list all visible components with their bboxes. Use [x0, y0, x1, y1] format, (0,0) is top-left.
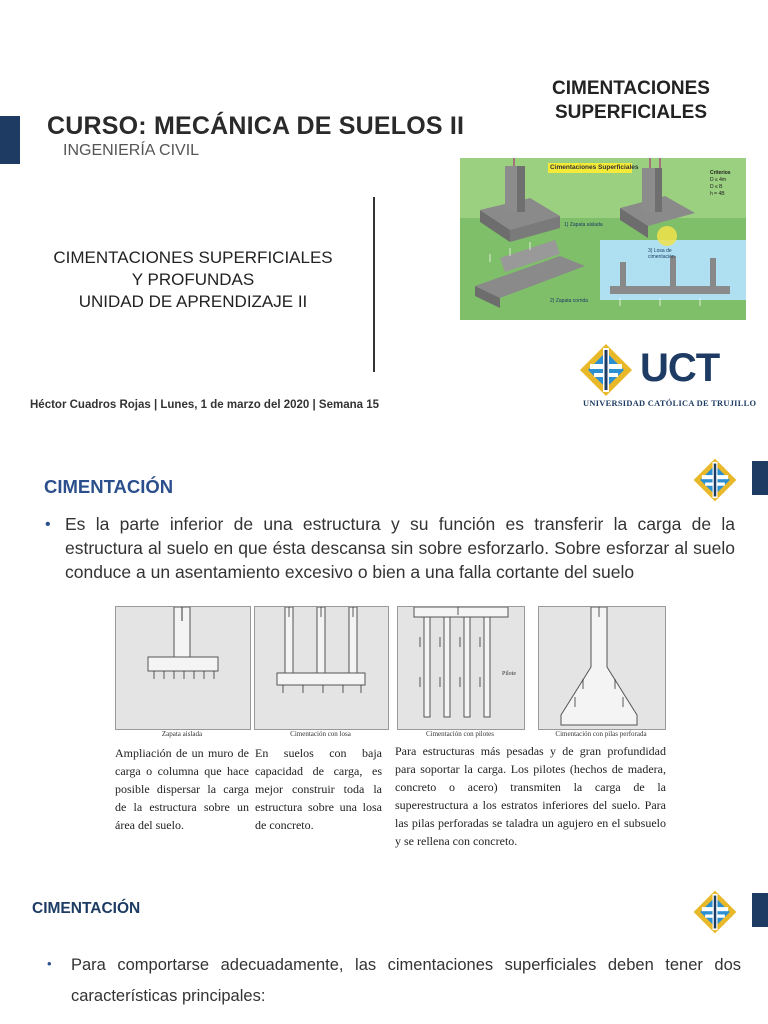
criteria-item: h = 4B: [710, 191, 725, 197]
description-slab: En suelos con baja capacidad de carga, es mejor construir toda la estructura sobre una losa de concreto.: [255, 746, 382, 832]
label-slab: [648, 248, 675, 260]
bullet-marker: •: [47, 956, 52, 971]
foundations-illustration: [460, 158, 746, 320]
requirements-intro: Para comportarse adecuadamente, las cimentaciones superficiales deben tener dos características principales:: [71, 956, 741, 1005]
figure-caption: Cimentación con pilas perforada: [555, 730, 647, 738]
side-heading-line-2: SUPERFICIALES: [554, 102, 708, 123]
figure-slab: [254, 606, 389, 730]
label-slab-line: 3) Losa de: [648, 248, 672, 254]
uct-full-name: UNIVERSIDAD CATÓLICA DE TRUJILLO: [583, 399, 757, 408]
criteria-item: D ≤ 4m: [710, 177, 727, 183]
uct-emblem-icon: [692, 457, 738, 503]
criteria-title: Criterios: [710, 170, 731, 176]
illustration-heading: Cimentaciones Superficiales: [550, 164, 639, 171]
figure-caption: Zapata aislada: [161, 730, 203, 738]
vertical-divider: [373, 197, 375, 372]
figure-drilled-pier: [538, 606, 666, 730]
label-slab-line: cimentación: [648, 254, 675, 260]
accent-bar-right: [752, 461, 768, 495]
description-isolated-footing: Ampliación de un muro de carga o columna que hace posible dispersar la carga de la estructura sobre un área del suelo.: [115, 746, 249, 832]
figure-piles: [397, 606, 525, 730]
topic-line-2: Y PROFUNDAS: [131, 270, 255, 289]
topic-line-3: UNIDAD DE APRENDIZAJE II: [78, 292, 308, 311]
side-heading-line-1: CIMENTACIONES: [552, 78, 710, 99]
bullet-marker: •: [45, 516, 51, 533]
description-piles: Para estructuras más pesadas y de gran profundidad para soportar la carga. Los pilotes (hechos de madera, concreto o acero) transmiten la carga de la superestructura a los estratos inferiores del suelo. Para las pilas perforadas se taladra un agujero en el subsuelo y se rellena con concreto.: [395, 744, 666, 848]
uct-acronym: UCT: [640, 346, 720, 390]
section-heading: CIMENTACIÓN: [44, 476, 174, 497]
section-heading: CIMENTACIÓN: [32, 900, 141, 917]
definition-text: Es la parte inferior de una estructura y su función es transferir la carga de la estructura al suelo en que ésta descansa sin sobre esforzarlo. Sobre esforzar al suelo conduce a un asentamiento excesivo o bien a una falla cortante del suelo: [65, 514, 735, 582]
side-heading: [516, 77, 746, 125]
figure-isolated-footing: [115, 606, 251, 730]
pile-label: Pilote: [502, 671, 517, 677]
label-strip-footing: 2) Zapata corrida: [550, 298, 589, 304]
topic-block: [28, 247, 358, 313]
criteria-box: [710, 170, 731, 198]
course-title: CURSO: MECÁNICA DE SUELOS II: [47, 112, 465, 140]
accent-bar-left: [0, 116, 20, 164]
accent-bar-right: [752, 893, 768, 927]
criteria-item: D ≤ B: [710, 184, 723, 190]
topic-line-1: CIMENTACIONES SUPERFICIALES: [53, 248, 333, 267]
author-date-line: Héctor Cuadros Rojas | Lunes, 1 de marzo del 2020 | Semana 15: [30, 399, 380, 411]
figure-caption: Cimentación con losa: [290, 730, 351, 738]
figure-caption: Cimentación con pilotes: [425, 730, 495, 738]
uct-emblem-icon: [578, 342, 634, 398]
career-label: INGENIERÍA CIVIL: [63, 142, 200, 159]
uct-logo: [578, 340, 757, 410]
label-isolated-footing: 1) Zapata aislada: [564, 222, 603, 228]
uct-emblem-icon: [692, 889, 738, 935]
